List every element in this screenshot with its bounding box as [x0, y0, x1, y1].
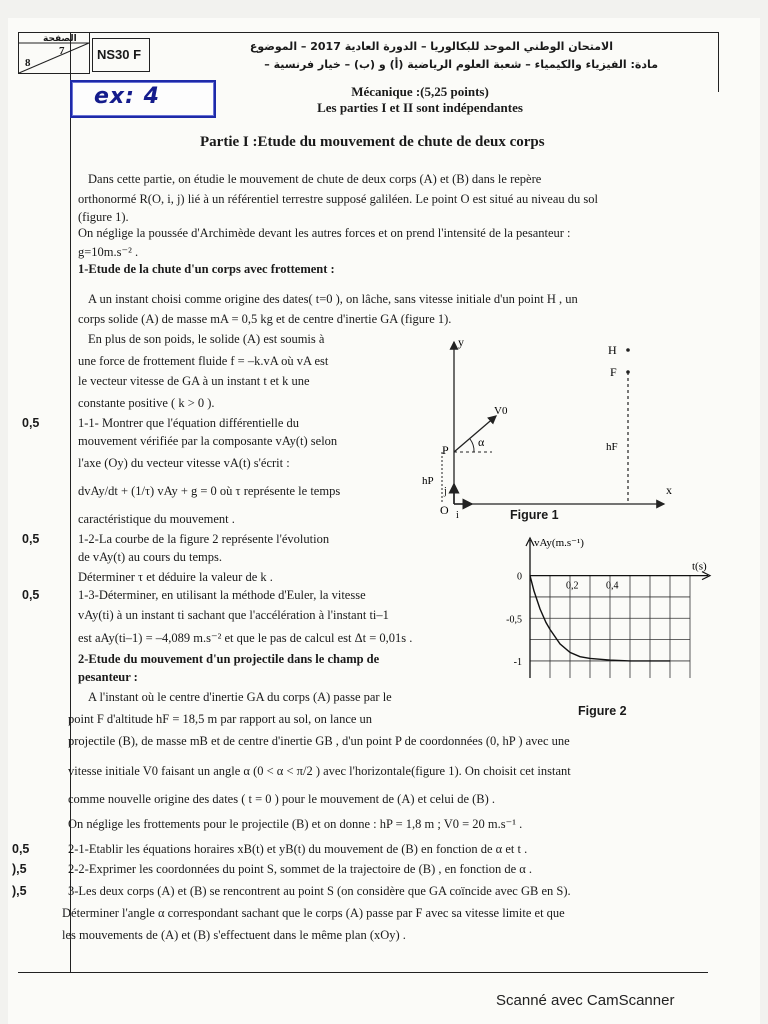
question-1-1: caractéristique du mouvement . — [78, 512, 235, 526]
y-axis-label: vAy(m.s⁻¹) — [534, 537, 584, 549]
body-line: comme nouvelle origine des dates ( t = 0 ) pour le mouvement de (A) et celui de (B) . — [68, 792, 496, 806]
y-tick-label: 0 — [517, 571, 522, 583]
label-hP: hP — [422, 475, 434, 487]
question-mark-points: ),5 — [12, 862, 27, 876]
x-tick-label: 0,2 — [566, 580, 579, 592]
point-H — [626, 348, 630, 352]
figure-2-chart — [494, 532, 724, 702]
question-3: Déterminer l'angle α correspondant sachant que le corps (A) passe par F avec sa vitesse limite et que — [62, 906, 565, 920]
question-1-1: l'axe (Oy) du vecteur vitesse vA(t) s'écrit : — [78, 456, 290, 470]
part1-title: Partie I :Etude du mouvement de chute de deux corps — [200, 134, 545, 150]
y-tick-label: -0,5 — [506, 614, 522, 626]
label-P: P — [442, 443, 449, 457]
exercise-stamp — [70, 80, 216, 118]
question-1-3: vAy(ti) à un instant ti sachant que l'accélération à l'instant ti–1 — [78, 608, 389, 622]
label-i: i — [456, 510, 459, 521]
subject-title: Mécanique :(5,25 points) — [351, 84, 489, 99]
x-tick-label: 0,4 — [606, 580, 619, 592]
section1-title: 1-Etude de la chute d'un corps avec frottement : — [78, 262, 335, 276]
parts-note: Les parties I et II sont indépendantes — [317, 100, 523, 115]
page-number: 7 — [59, 45, 65, 57]
question-1-2: Déterminer τ et déduire la valeur de k . — [78, 570, 273, 584]
question-mark-points: 0,5 — [12, 842, 30, 856]
body-line: constante positive ( k > 0 ). — [78, 396, 215, 410]
question-1-3: est aAy(ti–1) = –4,089 m.s⁻² et que le pas de calcul est Δt = 0,01s . — [78, 631, 413, 645]
exam-code-box — [92, 38, 150, 72]
label-x: x — [666, 483, 672, 497]
question-mark-points: ),5 — [12, 884, 27, 898]
question-3: les mouvements de (A) et (B) s'effectuent dans le même plan (xOy) . — [62, 928, 406, 942]
frame-top — [18, 32, 718, 33]
intro-line: (figure 1). — [78, 210, 129, 224]
question-1-2: de vAy(t) au cours du temps. — [78, 550, 222, 564]
label-y: y — [458, 335, 464, 349]
frame-bottom — [18, 972, 708, 973]
scanner-watermark: Scanné avec CamScanner — [496, 992, 675, 1009]
body-line: A l'instant où le centre d'inertie GA du corps (A) passe par le — [88, 690, 392, 704]
body-line: En plus de son poids, le solide (A) est soumis à — [88, 332, 325, 346]
arabic-header-line1: الامتحان الوطني الموحد للبكالوريا – الدورة العادية 2017 – الموضوع — [249, 40, 613, 53]
question-mark-points: 0,5 — [22, 588, 40, 602]
body-line: A un instant choisi comme origine des dates( t=0 ), on lâche, sans vitesse initiale d'un point H , un — [88, 292, 578, 306]
exercise-stamp-label: ex: 4 — [94, 84, 160, 109]
intro-line: orthonormé R(O, i, j) lié à un référentiel terrestre supposé galiléen. Le point O est situé au niveau du sol — [78, 192, 598, 206]
body-line: point F d'altitude hF = 18,5 m par rapport au sol, on lance un — [68, 712, 373, 726]
section2-title: pesanteur : — [78, 670, 138, 684]
figure-2-caption: Figure 2 — [578, 704, 627, 718]
question-1-1: mouvement vérifiée par la composante vAy(t) selon — [78, 434, 338, 448]
intro-line: Dans cette partie, on étudie le mouvement de chute de deux corps (A) et (B) dans le repère — [88, 172, 542, 186]
page-number-box — [18, 32, 90, 74]
page-label: الصفحة — [43, 34, 77, 44]
question-1-1: 1-1- Montrer que l'équation différentielle du — [78, 416, 300, 430]
figure-1-caption: Figure 1 — [510, 508, 559, 522]
body-line: corps solide (A) de masse mA = 0,5 kg et de centre d'inertie GA (figure 1). — [78, 312, 452, 326]
label-alpha: α — [478, 435, 485, 449]
exam-code: NS30 F — [97, 47, 142, 62]
label-O: O — [440, 503, 449, 517]
question-2-1: 2-1-Etablir les équations horaires xB(t) et yB(t) du mouvement de (B) en fonction de α et t . — [68, 842, 528, 856]
intro-line: On néglige la poussée d'Archimède devant les autres forces et on prend l'intensité de la pesanteur : — [78, 226, 571, 240]
question-1-2: 1-2-La courbe de la figure 2 représente l'évolution — [78, 532, 330, 546]
label-H: H — [608, 343, 617, 357]
arabic-header-line2: – مادة: الفيزياء والكيمياء – شعبة العلوم الرياضية (أ) و (ب) – خيار فرنسية — [264, 58, 658, 71]
frame-right — [718, 32, 719, 92]
body-line: vitesse initiale V0 faisant un angle α (0 < α < π/2 ) avec l'horizontale(figure 1). On choisit cet instant — [68, 764, 571, 778]
question-1-3: 1-3-Déterminer, en utilisant la méthode d'Euler, la vitesse — [78, 588, 366, 602]
question-3: 3-Les deux corps (A) et (B) se rencontrent au point S (on considère que GA coïncide avec GB en S). — [68, 884, 571, 898]
differential-equation: dvAy/dt + (1/τ) vAy + g = 0 où τ représente le temps — [78, 484, 341, 498]
alpha-arc — [470, 439, 474, 452]
body-line: le vecteur vitesse de GA à un instant t et k une — [78, 374, 310, 388]
label-F: F — [610, 365, 617, 379]
intro-line: g=10m.s⁻² . — [78, 245, 139, 259]
body-line: une force de frottement fluide f = –k.vA où vA est — [78, 354, 329, 368]
body-line: projectile (B), de masse mB et de centre d'inertie GB , d'un point P de coordonnées (0, hP ) avec une — [68, 734, 570, 748]
label-j: j — [444, 486, 447, 497]
v0-vector — [454, 416, 496, 452]
point-F — [626, 370, 630, 374]
question-2-2: 2-2-Exprimer les coordonnées du point S, sommet de la trajectoire de (B) , en fonction de α . — [68, 862, 533, 876]
section2-title: 2-Etude du mouvement d'un projectile dans le champ de — [78, 652, 380, 666]
body-line: On néglige les frottements pour le projectile (B) et on donne : hP = 1,8 m ; V0 = 20 m.s⁻¹ . — [68, 817, 523, 831]
label-V0: V0 — [494, 405, 508, 417]
page-total: 8 — [25, 57, 31, 69]
y-tick-label: -1 — [513, 656, 522, 668]
question-mark-points: 0,5 — [22, 532, 40, 546]
label-hF: hF — [606, 441, 618, 453]
x-axis-label: t(s) — [692, 560, 707, 573]
question-mark-points: 0,5 — [22, 416, 40, 430]
